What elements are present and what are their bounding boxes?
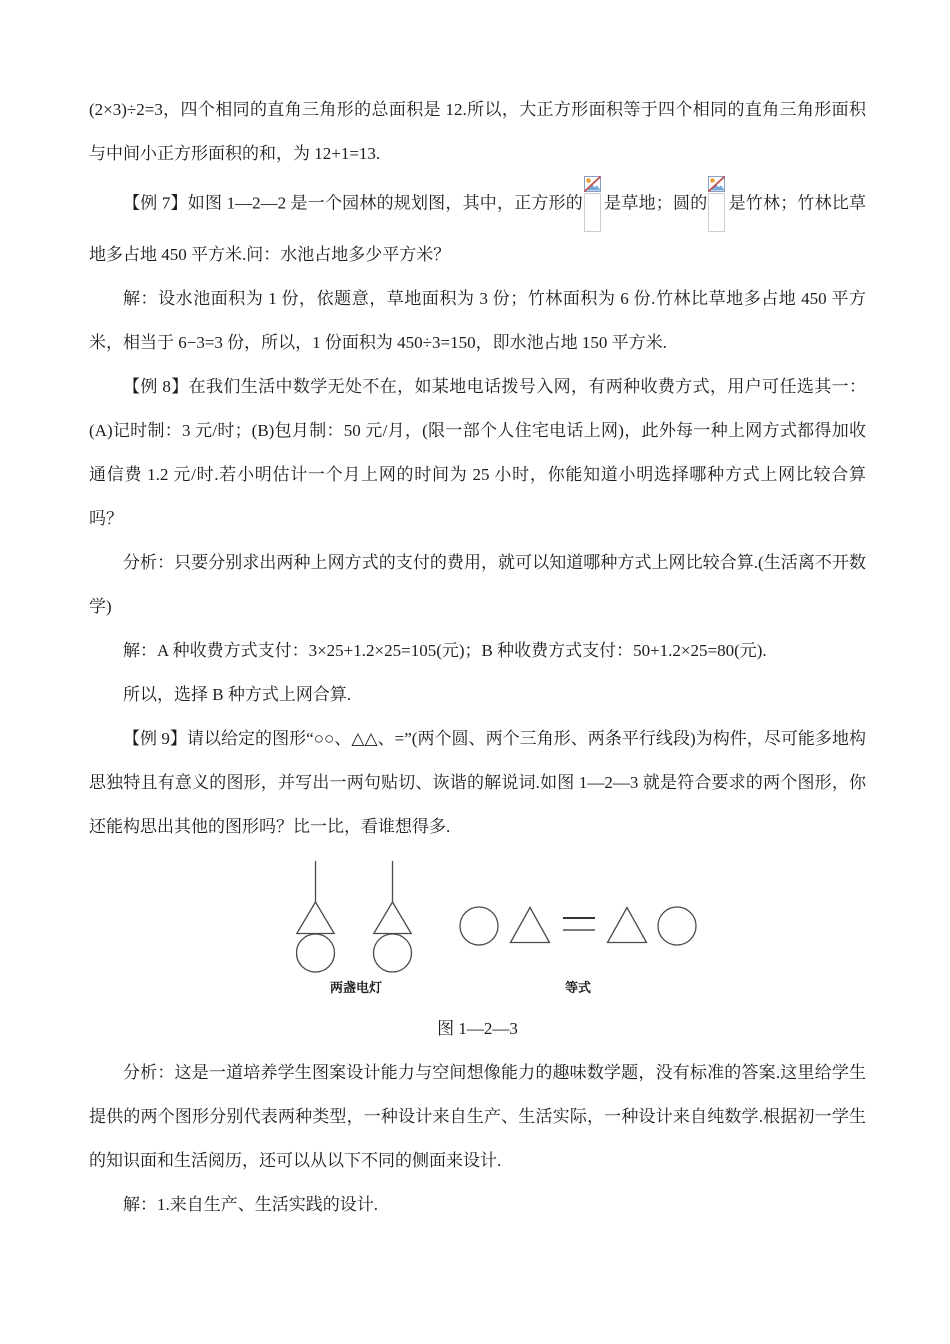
broken-image-icon (584, 176, 601, 192)
broken-image-placeholder (584, 176, 603, 233)
broken-image-placeholder (708, 176, 727, 233)
missing-image-frame (708, 193, 725, 232)
paragraph-example8-solution: 解：A 种收费方式支付：3×25+1.2×25=105(元)；B 种收费方式支付：50+1.2×25=80(元). (123, 641, 767, 660)
equation-label: 等式 (564, 980, 591, 995)
example7-text-run2: 是草地；圆的 (603, 193, 708, 213)
paragraph-example9: 【例 9】请以给定的图形“○○、△△、=”(两个圆、两个三角形、两条平行线段)为构件，尽可能多地构思独特且有意义的图形，并写出一两句贴切、诙谐的解说词.如图 1—2—3 就是符合要求的两个图形，你还能构思出其他的图形吗？比一比，看谁想得多. (89, 729, 866, 836)
paragraph-example7-solution: 解：设水池面积为 1 份，依题意，草地面积为 3 份；竹林面积为 6 份.竹林比草地多占地 450 平方米，相当于 6−3=3 份，所以，1 份面积为 450÷3=150，即水池占地 150 平方米. (89, 289, 866, 352)
paragraph-continuation: (2×3)÷2=3，四个相同的直角三角形的总面积是 12.所以，大正方形面积等于四个相同的直角三角形面积与中间小正方形面积的和，为 12+1=13. (89, 100, 866, 163)
example7-text-run1: 【例 7】如图 1—2—2 是一个园林的规划图，其中，正方形的 (123, 193, 583, 213)
lamps-label: 两盏电灯 (329, 980, 382, 995)
two-lamps-drawing (296, 861, 416, 974)
paragraph-example9-analysis: 分析：这是一道培养学生图案设计能力与空间想像能力的趣味数学题，没有标准的答案.这里给学生提供的两个图形分别代表两种类型，一种设计来自生产、生活实际，一种设计来自纯数学.根据初一学生的知识面和生活阅历，还可以从以下不同的侧面来设计. (89, 1063, 866, 1170)
paragraph-example8-analysis: 分析：只要分别求出两种上网方式的支付的费用，就可以知道哪种方式上网比较合算.(生活离不开数学) (89, 553, 866, 616)
paragraph-example7 (89, 176, 866, 277)
equation-drawing (458, 905, 698, 947)
paragraph-example8: 【例 8】在我们生活中数学无处不在，如某地电话拨号入网，有两种收费方式，用户可任选其一：(A)记时制：3 元/时；(B)包月制：50 元/月，(限一部个人住宅电话上网)，此外每一种上网方式都得加收通信费 1.2 元/时.若小明估计一个月上网的时间为 25 小时，你能知道小明选择哪种方式上网比较合算吗？ (89, 377, 866, 528)
broken-image-icon (708, 176, 725, 192)
figure-caption: 图 1—2—3 (437, 1019, 518, 1038)
paragraph-example8-conclusion: 所以，选择 B 种方式上网合算. (123, 685, 352, 704)
paragraph-example9-solution: 解：1.来自生产、生活实践的设计. (123, 1195, 378, 1214)
example7-text-run3: 是竹林；竹林比草地多占地 450 平方米.问：水池占地多少平方米？ (89, 193, 867, 264)
missing-image-frame (584, 193, 601, 232)
figure-1-2-3 (89, 861, 866, 1003)
